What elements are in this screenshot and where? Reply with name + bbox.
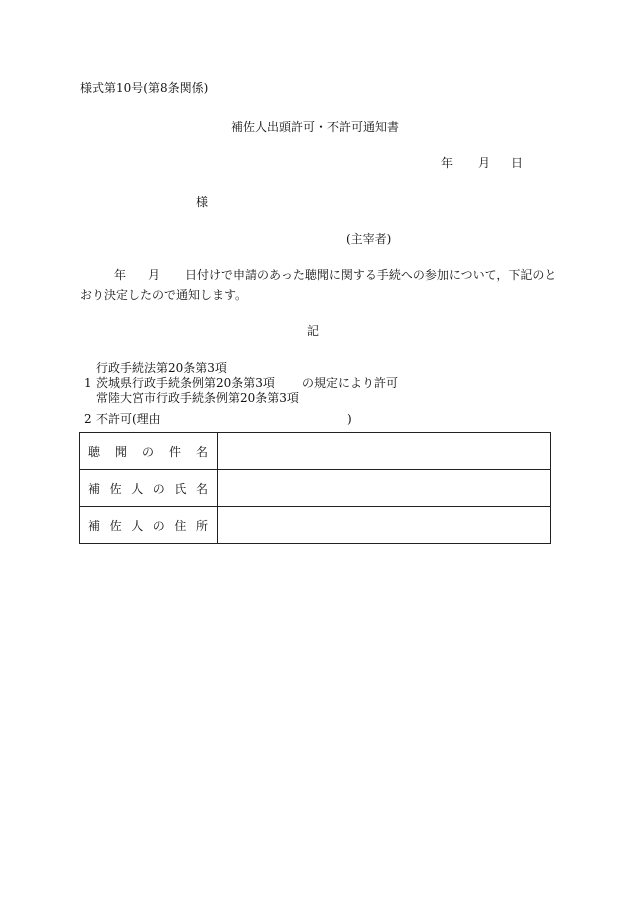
date-day-label: 日 bbox=[511, 156, 524, 170]
label-char: 聴 bbox=[88, 444, 101, 459]
assistant-address-field[interactable] bbox=[218, 507, 551, 544]
label-char: の bbox=[141, 444, 154, 459]
body-year-label: 年 bbox=[114, 268, 127, 282]
table-row bbox=[80, 507, 551, 544]
assistant-address-label bbox=[80, 507, 218, 544]
item2-close-paren: ) bbox=[347, 412, 352, 426]
item1-law-option: 茨城県行政手続条例第20条第3項 bbox=[96, 376, 275, 390]
hearing-matter-label bbox=[80, 433, 218, 470]
item1-law-option: 行政手続法第20条第3項 bbox=[96, 361, 227, 375]
info-table bbox=[79, 432, 551, 544]
date-month-label: 月 bbox=[478, 156, 491, 170]
label-char: 人 bbox=[131, 518, 144, 533]
body-month-label: 月 bbox=[148, 268, 161, 282]
table-row bbox=[80, 433, 551, 470]
item1-law-option: 常陸大宮市行政手続条例第20条第3項 bbox=[96, 391, 299, 405]
item2-number: 2 bbox=[84, 412, 92, 426]
form-number: 様式第10号(第8条関係) bbox=[80, 81, 209, 95]
item2-text: 不許可(理由 bbox=[96, 412, 161, 426]
table-row bbox=[80, 470, 551, 507]
ki-heading: 記 bbox=[307, 324, 320, 338]
addressee-honorific: 様 bbox=[196, 195, 209, 209]
hearing-matter-field[interactable] bbox=[218, 433, 551, 470]
item1-number: 1 bbox=[84, 376, 92, 390]
document-title: 補佐人出頭許可・不許可通知書 bbox=[231, 120, 400, 134]
label-char: 氏 bbox=[174, 481, 187, 496]
host-label: (主宰者) bbox=[346, 232, 392, 246]
label-char: 件 bbox=[168, 444, 181, 459]
label-char: の bbox=[152, 518, 165, 533]
label-char: 所 bbox=[195, 518, 208, 533]
label-char: 補 bbox=[88, 481, 101, 496]
label-char: 名 bbox=[195, 444, 208, 459]
label-char: 佐 bbox=[109, 518, 122, 533]
label-char: 補 bbox=[88, 518, 101, 533]
body-line-1: 日付けで申請のあった聴聞に関する手続への参加について，下記のと bbox=[185, 268, 557, 282]
label-char: 人 bbox=[131, 481, 144, 496]
label-char: 聞 bbox=[114, 444, 127, 459]
date-year-label: 年 bbox=[441, 156, 454, 170]
assistant-name-field[interactable] bbox=[218, 470, 551, 507]
item1-text: の規定により許可 bbox=[302, 376, 399, 390]
label-char: の bbox=[152, 481, 165, 496]
label-char: 名 bbox=[195, 481, 208, 496]
label-char: 佐 bbox=[109, 481, 122, 496]
label-char: 住 bbox=[174, 518, 187, 533]
assistant-name-label bbox=[80, 470, 218, 507]
body-line-2: おり決定したので通知します。 bbox=[80, 288, 248, 302]
